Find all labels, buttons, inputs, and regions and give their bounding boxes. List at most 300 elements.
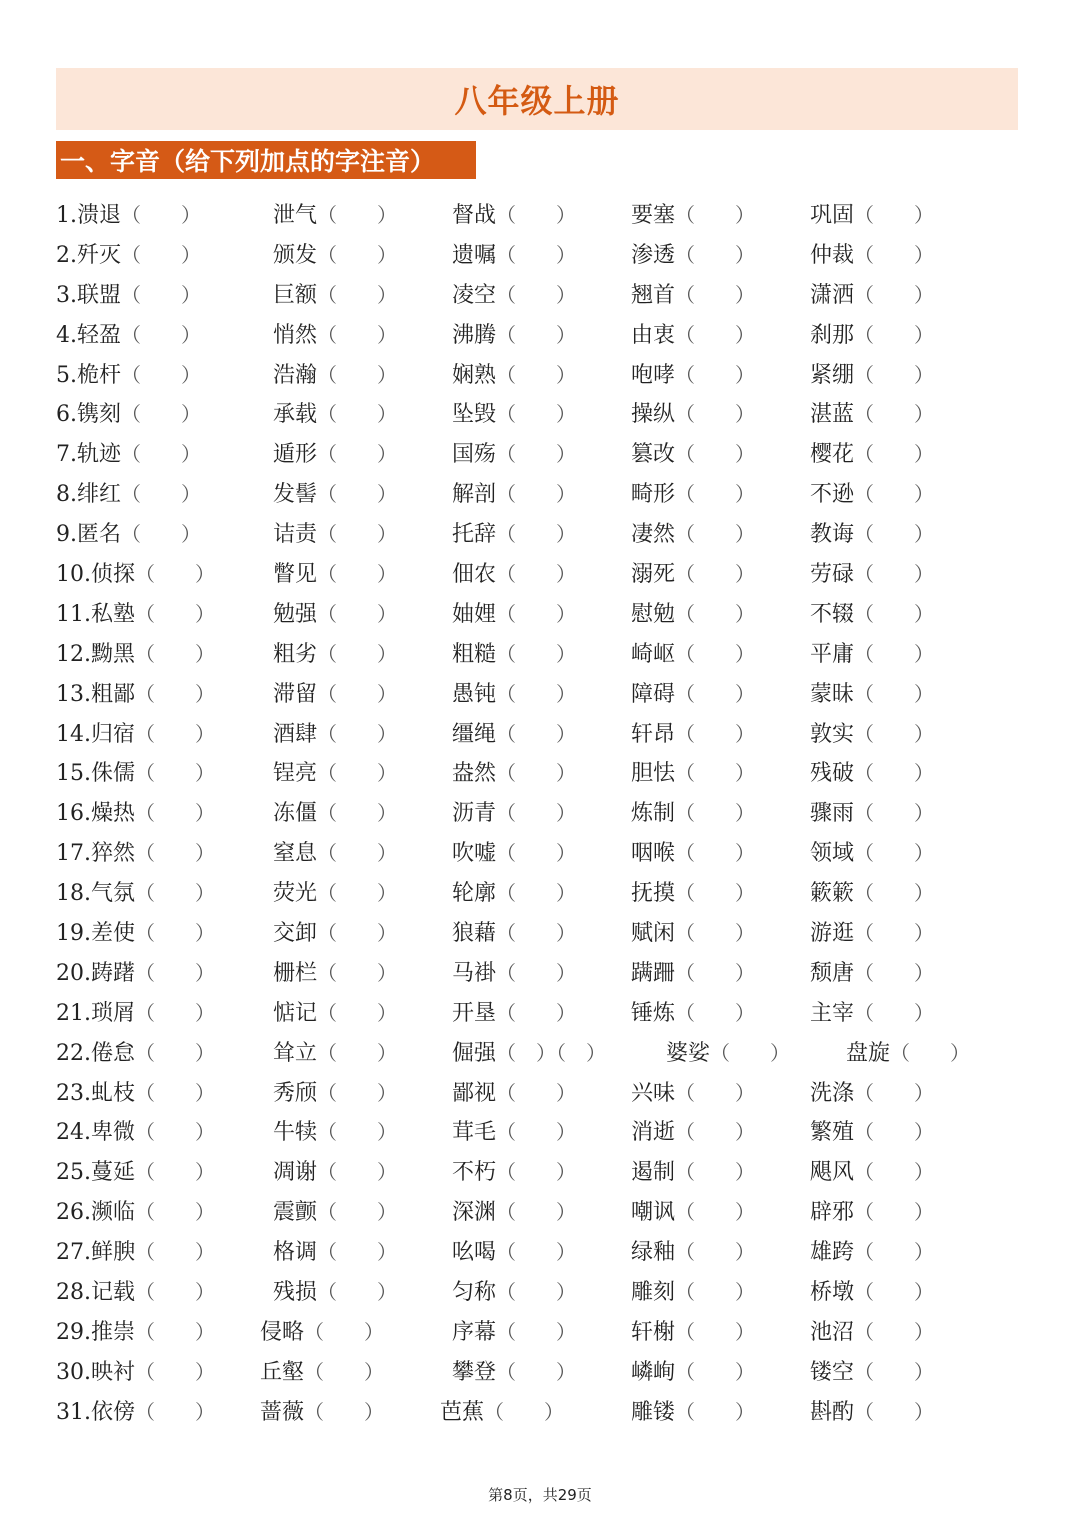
exercise-item xyxy=(452,675,576,715)
answer-blank[interactable]: （ ） xyxy=(121,362,202,387)
answer-blank[interactable]: （ ） xyxy=(675,1240,756,1265)
answer-blank[interactable]: （ ） xyxy=(317,1240,398,1265)
answer-blank[interactable]: （ ） xyxy=(317,681,398,706)
exercise-item xyxy=(273,555,397,595)
vocabulary-word: 沸腾 xyxy=(452,322,497,348)
exercise-row xyxy=(56,555,1036,595)
answer-blank[interactable]: （ ） xyxy=(496,801,577,826)
item-number: 9. xyxy=(56,522,77,548)
vocabulary-word: 嘲讽 xyxy=(631,1200,676,1226)
answer-blank[interactable]: （ ） xyxy=(135,801,216,826)
answer-blank[interactable]: （ ） xyxy=(317,482,398,507)
answer-blank[interactable]: （ ） xyxy=(675,1200,756,1225)
exercise-item xyxy=(452,316,576,356)
vocabulary-word: 游逛 xyxy=(810,921,855,947)
answer-blank[interactable]: （ ） xyxy=(317,1080,398,1105)
item-number: 16. xyxy=(56,801,91,827)
vocabulary-word: 镌刻 xyxy=(77,402,122,428)
vocabulary-word: 粗鄙 xyxy=(91,681,136,707)
answer-blank[interactable]: （ ） xyxy=(317,960,398,985)
answer-blank[interactable]: （ ） xyxy=(675,562,756,587)
answer-blank[interactable]: （ ） xyxy=(854,601,935,626)
answer-blank[interactable]: （ ） xyxy=(317,601,398,626)
answer-blank[interactable]: （ ） xyxy=(854,242,935,267)
answer-blank[interactable]: （ ） xyxy=(135,761,216,786)
answer-blank[interactable]: （ ） xyxy=(854,1240,935,1265)
answer-blank[interactable]: （ ） xyxy=(675,482,756,507)
answer-blank[interactable]: （ ） xyxy=(317,721,398,746)
vocabulary-word: 泄气 xyxy=(273,203,318,228)
pronunciation-exercise-grid xyxy=(56,196,1036,1433)
answer-blank[interactable]: （ ） xyxy=(854,801,935,826)
exercise-item xyxy=(452,356,576,396)
answer-blank[interactable]: （ ） xyxy=(854,960,935,985)
answer-blank[interactable]: （ ） xyxy=(854,761,935,786)
exercise-item xyxy=(631,635,755,675)
vocabulary-word: 私塾 xyxy=(91,601,136,627)
answer-blank[interactable]: （ ） xyxy=(496,960,577,985)
item-number: 1. xyxy=(56,203,77,228)
answer-blank[interactable]: （ ） xyxy=(675,881,756,906)
vocabulary-word: 茸毛 xyxy=(452,1120,497,1146)
exercise-item xyxy=(56,555,215,595)
vocabulary-word: 刹那 xyxy=(810,322,855,348)
answer-blank[interactable]: （ ） xyxy=(135,1080,216,1105)
exercise-item xyxy=(56,1113,215,1153)
exercise-item xyxy=(56,1273,215,1313)
exercise-item xyxy=(631,1153,755,1193)
vocabulary-word: 雕镂 xyxy=(631,1399,676,1425)
answer-blank[interactable]: （ ） xyxy=(675,1359,756,1384)
item-number: 15. xyxy=(56,761,91,787)
vocabulary-word: 主宰 xyxy=(810,1000,855,1026)
answer-blank[interactable]: （ ） xyxy=(496,721,577,746)
answer-blank[interactable]: （ ） xyxy=(675,1080,756,1105)
vocabulary-word: 解剖 xyxy=(452,482,497,508)
exercise-item xyxy=(452,435,576,475)
vocabulary-word: 敦实 xyxy=(810,721,855,747)
vocabulary-word: 沥青 xyxy=(452,801,497,827)
exercise-item xyxy=(810,276,934,316)
answer-blank[interactable]: （ ） xyxy=(317,1280,398,1305)
answer-blank[interactable]: （ ） xyxy=(317,402,398,427)
exercise-item xyxy=(810,356,934,396)
vocabulary-word: 勉强 xyxy=(273,601,318,627)
answer-blank[interactable]: （ ） xyxy=(854,1000,935,1025)
answer-blank[interactable]: （ ） xyxy=(496,1200,577,1225)
answer-blank[interactable]: （ ） xyxy=(496,1000,577,1025)
answer-blank[interactable]: （ ） xyxy=(135,641,216,666)
answer-blank[interactable]: （ ） xyxy=(496,203,577,227)
answer-blank[interactable]: （ ） xyxy=(135,921,216,946)
answer-blank[interactable]: （ ） xyxy=(317,761,398,786)
exercise-row xyxy=(56,754,1036,794)
answer-blank[interactable]: （ ） xyxy=(317,1000,398,1025)
answer-blank[interactable]: （ ） xyxy=(135,1200,216,1225)
answer-blank[interactable]: （ ） xyxy=(304,1359,385,1384)
answer-blank[interactable]: （ ） xyxy=(854,841,935,866)
exercise-item xyxy=(631,1353,755,1393)
exercise-item xyxy=(810,555,934,595)
answer-blank[interactable]: （ ） xyxy=(121,322,202,347)
answer-blank[interactable]: （ ） xyxy=(890,1040,971,1065)
exercise-item xyxy=(810,1074,934,1114)
vocabulary-word: 侵略 xyxy=(260,1319,305,1345)
exercise-item xyxy=(452,236,576,276)
answer-blank[interactable]: （ ） xyxy=(121,282,202,307)
answer-blank[interactable]: （ ） xyxy=(854,921,935,946)
answer-blank[interactable]: （ ） xyxy=(675,921,756,946)
exercise-item xyxy=(631,276,755,316)
answer-blank[interactable]: （ ） xyxy=(135,1319,216,1344)
answer-blank[interactable]: （ ） xyxy=(854,1080,935,1105)
answer-blank[interactable]: （ ） xyxy=(317,522,398,547)
vocabulary-word: 飓风 xyxy=(810,1160,855,1186)
answer-blank[interactable]: （ ） xyxy=(496,641,577,666)
exercise-item xyxy=(56,1074,215,1114)
answer-blank[interactable]: （ ） xyxy=(675,362,756,387)
vocabulary-word: 领域 xyxy=(810,841,855,867)
answer-blank[interactable]: （ ） xyxy=(675,1319,756,1344)
answer-blank[interactable]: （ ） xyxy=(675,242,756,267)
answer-blank[interactable]: （ ） xyxy=(854,641,935,666)
item-number: 11. xyxy=(56,601,91,627)
answer-blank[interactable]: （ ） xyxy=(135,1359,216,1384)
answer-blank[interactable]: （ ） xyxy=(675,442,756,467)
exercise-item xyxy=(810,196,934,236)
vocabulary-word: 丘壑 xyxy=(260,1359,305,1385)
answer-blank[interactable]: （ ） xyxy=(317,841,398,866)
vocabulary-word: 依傍 xyxy=(91,1399,136,1425)
answer-blank[interactable]: （ ） xyxy=(675,960,756,985)
answer-blank[interactable]: （ ） xyxy=(304,1399,385,1424)
exercise-item xyxy=(810,316,934,356)
exercise-item xyxy=(260,1353,384,1393)
answer-blank[interactable]: （ ） xyxy=(317,1160,398,1185)
answer-blank[interactable]: （ ） xyxy=(675,601,756,626)
vocabulary-word: 慰勉 xyxy=(631,601,676,627)
answer-blank[interactable]: （ ） xyxy=(496,482,577,507)
exercise-row xyxy=(56,595,1036,635)
vocabulary-word: 樱花 xyxy=(810,442,855,468)
answer-blank[interactable]: （ ） xyxy=(496,442,577,467)
answer-blank[interactable]: （ ） xyxy=(317,562,398,587)
answer-blank[interactable]: （ ） xyxy=(854,522,935,547)
exercise-item xyxy=(810,754,934,794)
answer-blank[interactable]: （ ） xyxy=(675,1000,756,1025)
answer-blank[interactable]: （ ） xyxy=(121,402,202,427)
vocabulary-word: 马褂 xyxy=(452,960,497,986)
answer-blank[interactable]: （ ） xyxy=(317,242,398,267)
answer-blank[interactable]: （ ） xyxy=(135,841,216,866)
exercise-item xyxy=(273,874,397,914)
vocabulary-word: 溃退 xyxy=(77,203,122,228)
answer-blank[interactable]: （ ） xyxy=(135,1280,216,1305)
vocabulary-word: 鄙视 xyxy=(452,1080,497,1106)
answer-blank[interactable]: （ ） xyxy=(135,960,216,985)
answer-blank[interactable]: （ ） xyxy=(675,1160,756,1185)
answer-blank[interactable]: （ ） xyxy=(496,322,577,347)
answer-blank[interactable]: （ ） xyxy=(675,1399,756,1424)
exercise-item xyxy=(631,356,755,396)
answer-blank[interactable]: （ ） xyxy=(121,442,202,467)
answer-blank[interactable]: （ ） xyxy=(135,1000,216,1025)
exercise-item xyxy=(452,555,576,595)
item-number: 5. xyxy=(56,362,77,388)
exercise-item xyxy=(56,834,215,874)
answer-blank[interactable]: （ ） xyxy=(496,1280,577,1305)
exercise-item xyxy=(273,1273,397,1313)
answer-blank[interactable]: （ ） xyxy=(675,1280,756,1305)
answer-blank[interactable]: （ ） xyxy=(121,203,202,227)
item-number: 8. xyxy=(56,482,77,508)
vocabulary-word: 耸立 xyxy=(273,1040,318,1066)
page-title: 八年级上册 xyxy=(454,82,620,120)
vocabulary-word: 不逊 xyxy=(810,482,855,508)
exercise-item xyxy=(810,395,934,435)
vocabulary-word: 格调 xyxy=(273,1240,318,1266)
answer-blank[interactable]: （ ） xyxy=(854,1359,935,1384)
exercise-item xyxy=(631,1393,755,1433)
vocabulary-word: 教诲 xyxy=(810,522,855,548)
answer-blank[interactable]: （ ） xyxy=(135,1399,216,1424)
answer-blank[interactable]: （ ） xyxy=(317,1200,398,1225)
answer-blank[interactable]: （ ） xyxy=(854,681,935,706)
item-number: 12. xyxy=(56,641,91,667)
answer-blank[interactable]: （ ） xyxy=(317,282,398,307)
answer-blank[interactable]: （ ） xyxy=(675,761,756,786)
answer-blank[interactable]: （ ） xyxy=(496,562,577,587)
answer-blank[interactable]: （ ） xyxy=(121,482,202,507)
vocabulary-word: 由衷 xyxy=(631,322,676,348)
vocabulary-word: 轩昂 xyxy=(631,721,676,747)
item-number: 28. xyxy=(56,1280,91,1306)
answer-blank[interactable]: （ ） xyxy=(496,1160,577,1185)
answer-blank[interactable]: （ ） xyxy=(496,1080,577,1105)
answer-blank[interactable]: （ ） xyxy=(854,1160,935,1185)
answer-blank[interactable]: （ ） xyxy=(135,881,216,906)
answer-blank[interactable]: （ ） xyxy=(135,562,216,587)
answer-blank[interactable]: （ ） xyxy=(675,1120,756,1145)
answer-blank[interactable]: （ ） xyxy=(854,482,935,507)
vocabulary-word: 潇洒 xyxy=(810,282,855,308)
answer-blank[interactable]: （ ） xyxy=(317,641,398,666)
exercise-item xyxy=(631,754,755,794)
answer-blank[interactable]: （ ） xyxy=(317,442,398,467)
answer-blank[interactable]: （ ） xyxy=(496,242,577,267)
answer-blank[interactable]: （ ） xyxy=(496,1359,577,1384)
exercise-item xyxy=(631,1074,755,1114)
answer-blank[interactable]: （ ） xyxy=(317,921,398,946)
answer-blank[interactable]: （ ） xyxy=(496,601,577,626)
vocabulary-word: 开垦 xyxy=(452,1000,497,1026)
exercise-row xyxy=(56,914,1036,954)
answer-blank[interactable]: （ ） xyxy=(317,362,398,387)
answer-blank[interactable]: （ ） xyxy=(304,1319,385,1344)
answer-blank[interactable]: （ ） xyxy=(854,362,935,387)
answer-blank[interactable]: （ ） xyxy=(854,721,935,746)
answer-blank[interactable]: （ ） xyxy=(135,681,216,706)
vocabulary-word: 吹嘘 xyxy=(452,841,497,867)
exercise-item xyxy=(631,1313,755,1353)
answer-blank[interactable]: （ ） xyxy=(496,1240,577,1265)
vocabulary-word: 蔓延 xyxy=(91,1160,136,1186)
answer-blank[interactable]: （ ） xyxy=(496,681,577,706)
answer-blank[interactable]: （ ） xyxy=(854,282,935,307)
answer-blank[interactable]: （ ） xyxy=(496,921,577,946)
answer-blank[interactable]: （ ） xyxy=(317,322,398,347)
vocabulary-word: 颓唐 xyxy=(810,960,855,986)
vocabulary-word: 瞥见 xyxy=(273,562,318,588)
answer-blank[interactable]: （ ） xyxy=(854,1319,935,1344)
answer-blank[interactable]: （ ） xyxy=(317,1040,398,1065)
exercise-item xyxy=(452,1074,576,1114)
exercise-item xyxy=(452,1193,576,1233)
exercise-item xyxy=(810,515,934,555)
answer-blank[interactable]: （ ） xyxy=(317,801,398,826)
answer-blank[interactable]: （ ） xyxy=(121,522,202,547)
answer-blank[interactable]: （ ） xyxy=(496,1120,577,1145)
item-number: 4. xyxy=(56,322,77,348)
answer-blank[interactable]: （ ） xyxy=(675,522,756,547)
answer-blank[interactable]: （ ） xyxy=(496,522,577,547)
vocabulary-word: 平庸 xyxy=(810,641,855,667)
vocabulary-word: 紧绷 xyxy=(810,362,855,388)
answer-blank[interactable]: （ ） xyxy=(135,721,216,746)
vocabulary-word: 蹒跚 xyxy=(631,960,676,986)
answer-blank[interactable]: （ ） xyxy=(675,721,756,746)
vocabulary-word: 镂空 xyxy=(810,1359,855,1385)
exercise-item xyxy=(631,595,755,635)
vocabulary-word: 盘旋 xyxy=(846,1040,891,1066)
answer-blank[interactable]: （ ） xyxy=(854,442,935,467)
answer-blank[interactable]: （ ） xyxy=(496,841,577,866)
vocabulary-word: 炼制 xyxy=(631,801,676,827)
answer-blank[interactable]: （ ） xyxy=(496,881,577,906)
exercise-item xyxy=(452,595,576,635)
answer-blank[interactable]: （ ） xyxy=(135,1120,216,1145)
vocabulary-word: 抚摸 xyxy=(631,881,676,907)
exercise-item xyxy=(452,515,576,555)
exercise-row xyxy=(56,1313,1036,1353)
vocabulary-word: 坠毁 xyxy=(452,402,497,428)
exercise-item xyxy=(631,1233,755,1273)
vocabulary-word: 婆娑 xyxy=(666,1040,711,1066)
answer-blank[interactable]: （ ） xyxy=(135,601,216,626)
item-number: 17. xyxy=(56,841,91,867)
vocabulary-word: 渗透 xyxy=(631,242,676,268)
answer-blank[interactable]: （ ） xyxy=(496,362,577,387)
answer-blank[interactable]: （ ） xyxy=(854,322,935,347)
exercise-item xyxy=(273,1034,397,1074)
answer-blank[interactable]: （ ） xyxy=(854,1200,935,1225)
answer-blank[interactable]: （ ） xyxy=(135,1160,216,1185)
vocabulary-word: 桥墩 xyxy=(810,1280,855,1306)
exercise-item xyxy=(631,395,755,435)
vocabulary-word: 池沼 xyxy=(810,1319,855,1345)
exercise-row xyxy=(56,356,1036,396)
answer-blank[interactable]: （ ）（ ） xyxy=(496,1040,607,1065)
vocabulary-word: 琐屑 xyxy=(91,1000,136,1026)
answer-blank[interactable]: （ ） xyxy=(484,1399,565,1424)
answer-blank[interactable]: （ ） xyxy=(675,801,756,826)
vocabulary-word: 巩固 xyxy=(810,203,855,228)
exercise-item xyxy=(810,874,934,914)
vocabulary-word: 残破 xyxy=(810,761,855,787)
exercise-row xyxy=(56,1353,1036,1393)
answer-blank[interactable]: （ ） xyxy=(496,282,577,307)
exercise-item xyxy=(631,196,755,236)
vocabulary-word: 操纵 xyxy=(631,402,676,428)
vocabulary-word: 蔷薇 xyxy=(260,1399,305,1425)
vocabulary-word: 序幕 xyxy=(452,1319,497,1345)
exercise-item xyxy=(273,754,397,794)
answer-blank[interactable]: （ ） xyxy=(675,402,756,427)
vocabulary-word: 骤雨 xyxy=(810,801,855,827)
exercise-item xyxy=(56,395,201,435)
answer-blank[interactable]: （ ） xyxy=(317,203,398,227)
exercise-item xyxy=(631,675,755,715)
answer-blank[interactable]: （ ） xyxy=(675,203,756,227)
answer-blank[interactable]: （ ） xyxy=(496,1319,577,1344)
answer-blank[interactable]: （ ） xyxy=(135,1040,216,1065)
answer-blank[interactable]: （ ） xyxy=(675,282,756,307)
vocabulary-word: 翘首 xyxy=(631,282,676,308)
vocabulary-word: 绿釉 xyxy=(631,1240,676,1266)
exercise-item xyxy=(631,316,755,356)
answer-blank[interactable]: （ ） xyxy=(854,1120,935,1145)
vocabulary-word: 雕刻 xyxy=(631,1280,676,1306)
exercise-row xyxy=(56,1393,1036,1433)
exercise-row xyxy=(56,675,1036,715)
answer-blank[interactable]: （ ） xyxy=(496,761,577,786)
answer-blank[interactable]: （ ） xyxy=(854,1280,935,1305)
exercise-item xyxy=(273,794,397,834)
answer-blank[interactable]: （ ） xyxy=(135,1240,216,1265)
answer-blank[interactable]: （ ） xyxy=(854,562,935,587)
answer-blank[interactable]: （ ） xyxy=(675,681,756,706)
exercise-row xyxy=(56,874,1036,914)
answer-blank[interactable]: （ ） xyxy=(317,881,398,906)
vocabulary-word: 踌躇 xyxy=(91,960,136,986)
item-number: 18. xyxy=(56,881,91,907)
answer-blank[interactable]: （ ） xyxy=(854,881,935,906)
answer-blank[interactable]: （ ） xyxy=(675,641,756,666)
exercise-row xyxy=(56,1034,1036,1074)
item-number: 19. xyxy=(56,921,91,947)
answer-blank[interactable]: （ ） xyxy=(121,242,202,267)
answer-blank[interactable]: （ ） xyxy=(854,1399,935,1424)
exercise-item xyxy=(56,1353,215,1393)
answer-blank[interactable]: （ ） xyxy=(710,1040,791,1065)
exercise-row xyxy=(56,475,1036,515)
vocabulary-word: 黝黑 xyxy=(91,641,136,667)
answer-blank[interactable]: （ ） xyxy=(854,402,935,427)
exercise-item xyxy=(452,1034,606,1074)
answer-blank[interactable]: （ ） xyxy=(317,1120,398,1145)
answer-blank[interactable]: （ ） xyxy=(675,322,756,347)
exercise-item xyxy=(666,1034,790,1074)
exercise-item xyxy=(273,356,397,396)
exercise-item xyxy=(810,914,934,954)
answer-blank[interactable]: （ ） xyxy=(675,841,756,866)
vocabulary-word: 秀颀 xyxy=(273,1080,318,1106)
exercise-item xyxy=(452,754,576,794)
answer-blank[interactable]: （ ） xyxy=(496,402,577,427)
answer-blank[interactable]: （ ） xyxy=(854,203,935,227)
exercise-row xyxy=(56,316,1036,356)
vocabulary-word: 气氛 xyxy=(91,881,136,907)
